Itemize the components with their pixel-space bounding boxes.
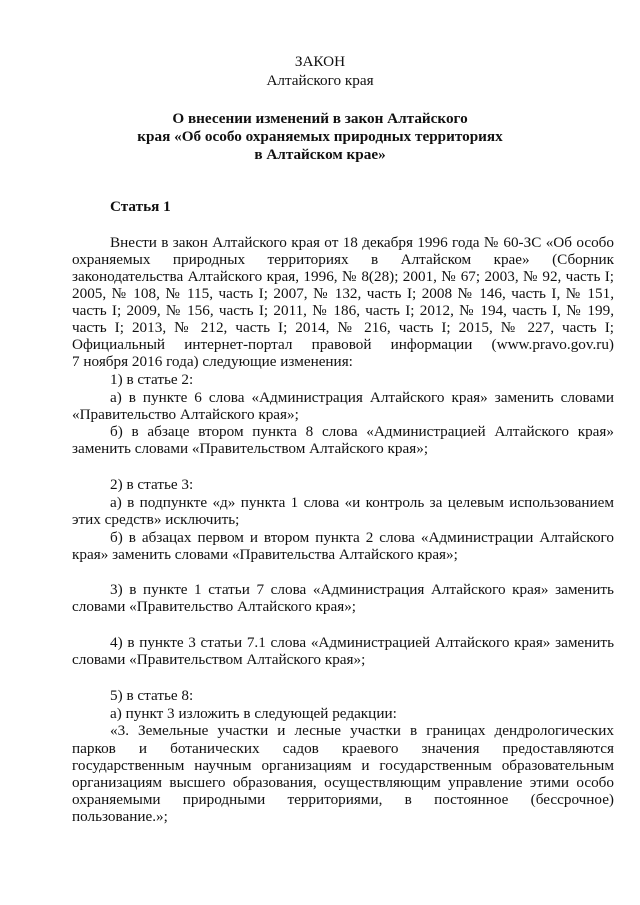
doc-title-line: в Алтайском крае» [254, 146, 386, 163]
doc-title-line: края «Об особо охраняемых природных территориях [137, 128, 503, 145]
article-heading: Статья 1 [110, 198, 171, 215]
doc-region: Алтайского края [266, 72, 374, 89]
item-text: заменить словами «Правительством Алтайского края»; [72, 440, 429, 457]
item-heading: 2) в статье 3: [110, 476, 194, 493]
doc-title-line: О внесении изменений в закон Алтайского [172, 110, 468, 127]
intro-line: охраняемых природных территориях в Алтайском крае» (Сборник [72, 251, 614, 268]
quote-line: государственным научным организациям и государственным образовательным [72, 757, 614, 774]
quote-line: парков и ботанических садов краевого значения предоставляются [72, 740, 614, 757]
intro-line: 2005, № 108, № 115, часть I; 2007, № 132, часть I; 2008 № 146, часть I, № 151, [72, 285, 614, 302]
quote-line: пользование.»; [72, 808, 168, 825]
item-text: б) в абзацах первом и втором пункта 2 слова «Администрации Алтайского [110, 529, 614, 546]
quote-line: охраняемыми природными территориями, в постоянное (бессрочное) [72, 791, 614, 808]
item-text: словами «Правительство Алтайского края»; [72, 598, 357, 615]
item-text: а) в пункте 6 слова «Администрация Алтайского края» заменить словами [110, 389, 614, 406]
item-text: а) в подпункте «д» пункта 1 слова «и контроль за целевым использованием [110, 494, 614, 511]
quote-line: «3. Земельные участки и лесные участки в границах дендрологических [110, 722, 614, 739]
item-text: б) в абзаце втором пункта 8 слова «Администрацией Алтайского края» [110, 423, 614, 440]
doc-type: ЗАКОН [294, 53, 346, 70]
intro-line: Официальный интернет-портал правовой информации (www.pravo.gov.ru) [72, 336, 614, 353]
item-text: 3) в пункте 1 статьи 7 слова «Администрация Алтайского края» заменить [110, 581, 614, 598]
intro-line: Внести в закон Алтайского края от 18 декабря 1996 года № 60-ЗС «Об особо [110, 234, 614, 251]
item-text: края» заменить словами «Правительства Алтайского края»; [72, 546, 458, 563]
item-heading: 5) в статье 8: [110, 687, 194, 704]
quote-line: организациям высшего образования, осуществляющим управление этими особо [72, 774, 614, 791]
item-text: а) пункт 3 изложить в следующей редакции: [110, 705, 397, 722]
item-text: «Правительство Алтайского края»; [72, 406, 299, 423]
item-text: словами «Правительством Алтайского края»; [72, 651, 366, 668]
intro-line: часть I; 2013, № 212, часть I; 2014, № 216, часть I; 2015, № 227, часть I; [72, 319, 614, 336]
item-heading: 1) в статье 2: [110, 371, 194, 388]
intro-line: часть I; 2009, № 156, часть I; 2011, № 186, часть I; 2012, № 194, часть I, № 199, [72, 302, 614, 319]
item-text: 4) в пункте 3 статьи 7.1 слова «Администрацией Алтайского края» заменить [110, 634, 614, 651]
intro-line: 7 ноября 2016 года) следующие изменения: [72, 353, 353, 370]
item-text: этих средств» исключить; [72, 511, 240, 528]
intro-line: законодательства Алтайского края, 1996, № 8(28); 2001, № 67; 2003, № 92, часть I; [72, 268, 614, 285]
